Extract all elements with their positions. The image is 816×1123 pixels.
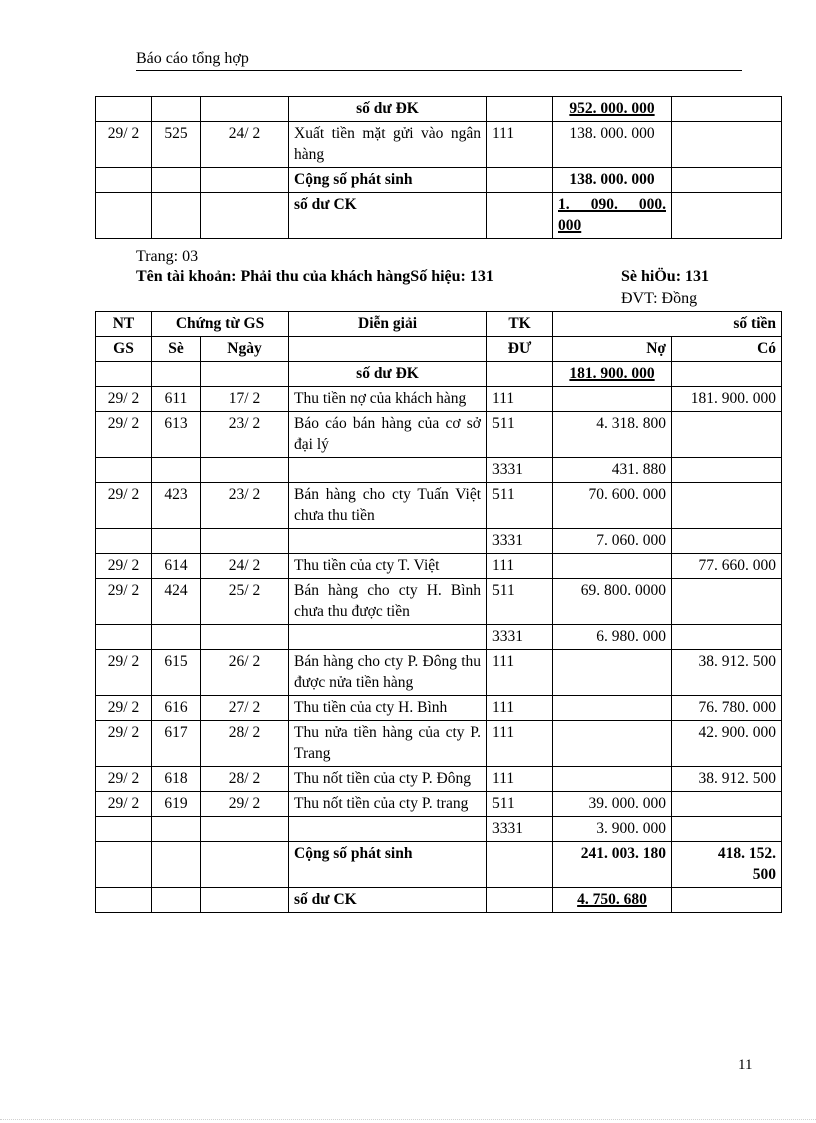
closing-balance-debit: 4. 750. 680 <box>553 888 672 913</box>
header-amount: số tiền <box>553 312 782 337</box>
table-row <box>96 721 782 767</box>
counter-account: 111 <box>487 767 553 792</box>
entry-date: 29/ 2 <box>96 579 152 625</box>
entry-description: Xuất tiền mặt gửi vào ngân hàng <box>289 122 487 168</box>
entry-description: Bán hàng cho cty H. Bình chưa thu được tiền <box>289 579 487 625</box>
entry-date <box>96 817 152 842</box>
credit-amount <box>672 483 782 529</box>
header-nt: NT <box>96 312 152 337</box>
page-header-title: Báo cáo tổng hợp <box>136 50 249 67</box>
debit-amount: 138. 000. 000 <box>553 122 672 168</box>
entry-date <box>96 625 152 650</box>
debit-amount <box>553 650 672 696</box>
credit-amount <box>672 458 782 483</box>
header-debit: Nợ <box>553 337 672 362</box>
voucher-number <box>152 529 201 554</box>
empty-cell <box>201 842 289 888</box>
total-debit: 138. 000. 000 <box>553 168 672 193</box>
debit-amount: 431. 880 <box>553 458 672 483</box>
page-label: Trang: 03 <box>136 248 199 265</box>
voucher-date: 29/ 2 <box>201 792 289 817</box>
empty-cell <box>672 888 782 913</box>
voucher-number: 617 <box>152 721 201 767</box>
counter-account: 3331 <box>487 625 553 650</box>
entry-date: 29/ 2 <box>96 387 152 412</box>
entry-description: Bán hàng cho cty P. Đông thu được nửa tiền hàng <box>289 650 487 696</box>
voucher-number: 423 <box>152 483 201 529</box>
voucher-date: 25/ 2 <box>201 579 289 625</box>
total-label: Cộng số phát sinh <box>289 168 487 193</box>
entry-description <box>289 625 487 650</box>
entry-date: 29/ 2 <box>96 696 152 721</box>
entry-description <box>289 529 487 554</box>
header-description: Diễn giải <box>289 312 487 337</box>
total-credit: 418. 152. 500 <box>672 842 782 888</box>
table-row <box>96 122 782 168</box>
credit-amount <box>672 625 782 650</box>
empty-cell <box>487 888 553 913</box>
opening-balance-debit: 181. 900. 000 <box>553 362 672 387</box>
table-row <box>96 412 782 458</box>
debit-amount <box>553 721 672 767</box>
entry-description: Thu tiền nợ của khách hàng <box>289 387 487 412</box>
voucher-number: 616 <box>152 696 201 721</box>
table-row <box>96 767 782 792</box>
credit-amount <box>672 122 782 168</box>
header-date: Ngày <box>201 337 289 362</box>
empty-cell <box>152 888 201 913</box>
empty-cell <box>487 842 553 888</box>
entry-date: 29/ 2 <box>96 767 152 792</box>
credit-amount: 42. 900. 000 <box>672 721 782 767</box>
header-row-2 <box>96 337 782 362</box>
entry-description: Thu nửa tiền hàng của cty P. Trang <box>289 721 487 767</box>
entry-description: Báo cáo bán hàng của cơ sở đại lý <box>289 412 487 458</box>
page-number: 11 <box>738 1057 753 1073</box>
header-rule <box>136 70 742 71</box>
voucher-number: 424 <box>152 579 201 625</box>
counter-account: 111 <box>487 721 553 767</box>
counter-account: 511 <box>487 483 553 529</box>
voucher-number: 613 <box>152 412 201 458</box>
credit-amount <box>672 792 782 817</box>
header-number: Sè <box>152 337 201 362</box>
entry-date <box>96 458 152 483</box>
voucher-date: 23/ 2 <box>201 483 289 529</box>
entry-description <box>289 817 487 842</box>
entry-date: 29/ 2 <box>96 483 152 529</box>
counter-account: 111 <box>487 650 553 696</box>
table-row <box>96 483 782 529</box>
entry-description <box>289 458 487 483</box>
entry-description: Thu tiền của cty T. Việt <box>289 554 487 579</box>
header-tk: TK <box>487 312 553 337</box>
ledger-table-receivables <box>95 311 782 913</box>
voucher-date <box>201 529 289 554</box>
opening-balance-row <box>96 362 782 387</box>
credit-amount: 77. 660. 000 <box>672 554 782 579</box>
debit-amount <box>553 554 672 579</box>
table-row <box>96 817 782 842</box>
opening-balance-label: số dư ĐK <box>289 97 487 122</box>
credit-amount: 38. 912. 500 <box>672 767 782 792</box>
debit-amount <box>553 387 672 412</box>
debit-amount: 39. 000. 000 <box>553 792 672 817</box>
voucher-date: 17/ 2 <box>201 387 289 412</box>
ledger-table-continued <box>95 96 782 239</box>
voucher-number <box>152 817 201 842</box>
counter-account: 511 <box>487 792 553 817</box>
credit-amount: 181. 900. 000 <box>672 387 782 412</box>
voucher-number: 619 <box>152 792 201 817</box>
voucher-date: 28/ 2 <box>201 721 289 767</box>
debit-amount: 6. 980. 000 <box>553 625 672 650</box>
credit-amount: 38. 912. 500 <box>672 650 782 696</box>
voucher-number: 614 <box>152 554 201 579</box>
voucher-date: 24/ 2 <box>201 122 289 168</box>
counter-account: 111 <box>487 554 553 579</box>
counter-account: 3331 <box>487 458 553 483</box>
header-voucher: Chứng từ GS <box>152 312 289 337</box>
table-row <box>96 554 782 579</box>
credit-amount: 76. 780. 000 <box>672 696 782 721</box>
empty-cell <box>96 888 152 913</box>
entry-description: Thu nốt tiền của cty P. trang <box>289 792 487 817</box>
voucher-date <box>201 625 289 650</box>
closing-balance-row <box>96 888 782 913</box>
table-row <box>96 458 782 483</box>
table-row <box>96 529 782 554</box>
total-debit: 241. 003. 180 <box>553 842 672 888</box>
empty-cell <box>96 842 152 888</box>
counter-account: 111 <box>487 122 553 168</box>
counter-account: 511 <box>487 579 553 625</box>
debit-amount: 4. 318. 800 <box>553 412 672 458</box>
entry-date: 29/ 2 <box>96 554 152 579</box>
entry-date: 29/ 2 <box>96 122 152 168</box>
entry-description: Thu tiền của cty H. Bình <box>289 696 487 721</box>
counter-account: 111 <box>487 387 553 412</box>
entry-date <box>96 529 152 554</box>
closing-balance-row <box>96 193 782 239</box>
header-credit: Có <box>672 337 782 362</box>
counter-account: 111 <box>487 696 553 721</box>
voucher-date <box>201 458 289 483</box>
voucher-date <box>201 817 289 842</box>
closing-balance-label: số dư CK <box>289 888 487 913</box>
voucher-date: 23/ 2 <box>201 412 289 458</box>
opening-balance-row <box>96 97 782 122</box>
total-label: Cộng số phát sinh <box>289 842 487 888</box>
account-name: Tên tài khoản: Phải thu của khách hàngSố hiệu: 131 <box>136 268 494 285</box>
voucher-date: 27/ 2 <box>201 696 289 721</box>
voucher-number: 615 <box>152 650 201 696</box>
header-row-1 <box>96 312 782 337</box>
debit-amount <box>553 696 672 721</box>
counter-account: 3331 <box>487 817 553 842</box>
debit-amount: 7. 060. 000 <box>553 529 672 554</box>
debit-amount: 69. 800. 0000 <box>553 579 672 625</box>
entry-description: Thu nốt tiền của cty P. Đông <box>289 767 487 792</box>
entry-description: Bán hàng cho cty Tuấn Việt chưa thu tiền <box>289 483 487 529</box>
credit-amount <box>672 529 782 554</box>
voucher-number <box>152 625 201 650</box>
entry-date: 29/ 2 <box>96 792 152 817</box>
voucher-number: 618 <box>152 767 201 792</box>
closing-balance-debit: 1. 090. 000. 000 <box>553 193 672 239</box>
voucher-number: 525 <box>152 122 201 168</box>
total-row <box>96 842 782 888</box>
table-row <box>96 696 782 721</box>
debit-amount: 70. 600. 000 <box>553 483 672 529</box>
voucher-number: 611 <box>152 387 201 412</box>
header-gs: GS <box>96 337 152 362</box>
empty-cell <box>201 888 289 913</box>
counter-account: 511 <box>487 412 553 458</box>
page-edge-dotted-line <box>0 1119 816 1120</box>
voucher-number <box>152 458 201 483</box>
entry-date: 29/ 2 <box>96 412 152 458</box>
entry-date: 29/ 2 <box>96 650 152 696</box>
table-row <box>96 650 782 696</box>
account-code: Sè hiÖu: 131 <box>621 268 710 285</box>
voucher-date: 24/ 2 <box>201 554 289 579</box>
table-row <box>96 579 782 625</box>
credit-amount <box>672 817 782 842</box>
table-row <box>96 792 782 817</box>
empty-cell <box>152 842 201 888</box>
header-du: ĐƯ <box>487 337 553 362</box>
voucher-date: 26/ 2 <box>201 650 289 696</box>
currency-unit: ĐVT: Đồng <box>621 290 698 307</box>
voucher-date: 28/ 2 <box>201 767 289 792</box>
debit-amount <box>553 767 672 792</box>
credit-amount <box>672 579 782 625</box>
total-row <box>96 168 782 193</box>
debit-amount: 3. 900. 000 <box>553 817 672 842</box>
credit-amount <box>672 412 782 458</box>
table-row <box>96 387 782 412</box>
entry-date: 29/ 2 <box>96 721 152 767</box>
table-row <box>96 625 782 650</box>
opening-balance-debit: 952. 000. 000 <box>553 97 672 122</box>
closing-balance-label: số dư CK <box>289 193 487 239</box>
counter-account: 3331 <box>487 529 553 554</box>
opening-balance-label: số dư ĐK <box>289 362 487 387</box>
